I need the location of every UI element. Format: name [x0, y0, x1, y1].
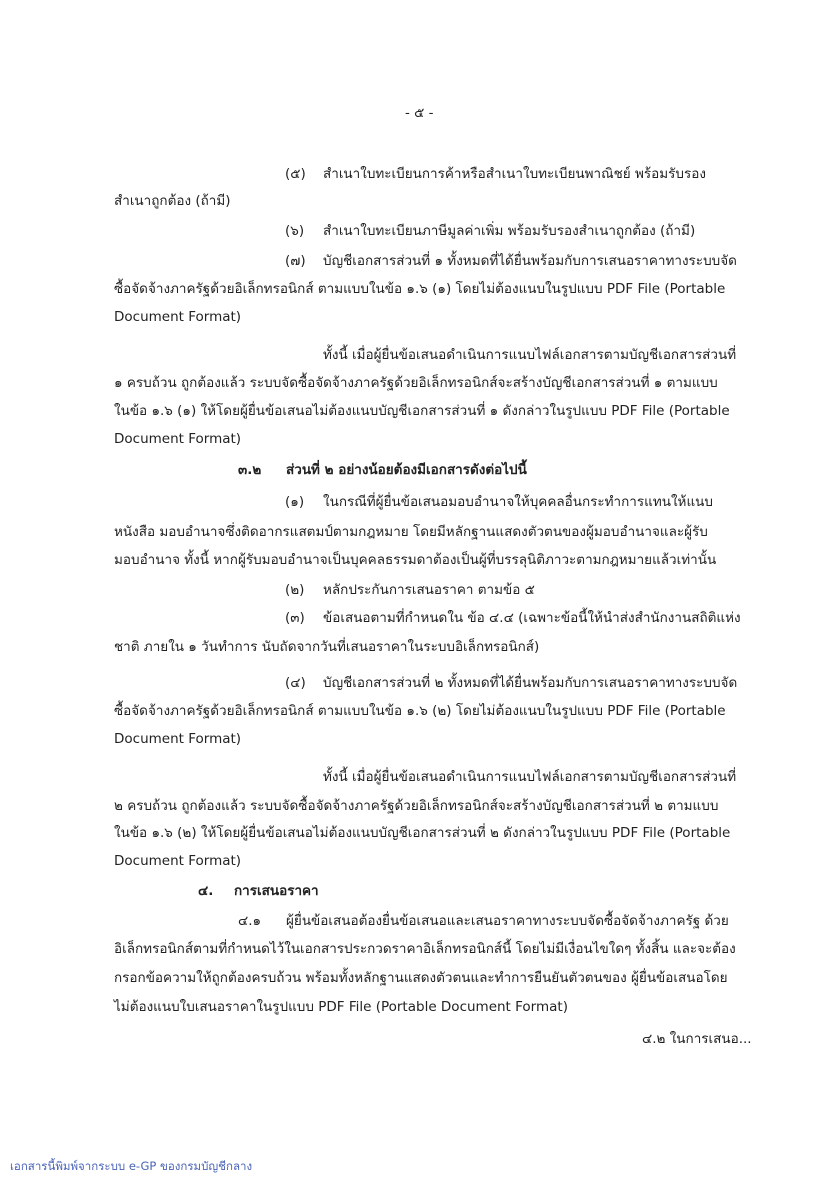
part2-item-1-cont-2: มอบอำนาจ ทั้งนี้ หากผู้รับมอบอำนาจเป็นบุคคลธรรมดาต้องเป็นผู้ที่บรรลุนิติภาวะตามกฎหมายแล้วเท่านั้น	[114, 552, 717, 568]
item-number: (๗)	[285, 253, 306, 269]
item-number: (๒)	[285, 582, 305, 598]
part2-item-4-cont-2: Document Format)	[114, 731, 242, 747]
item-5-cont: สำเนาถูกต้อง (ถ้ามี)	[114, 193, 231, 209]
note-1-line-3: ในข้อ ๑.๖ (๑) ให้โดยผู้ยื่นข้อเสนอไม่ต้องแนบบัญชีเอกสารส่วนที่ ๑ ดังกล่าวในรูปแบบ PDF File (Portable	[114, 403, 730, 419]
part2-item-4	[285, 674, 737, 692]
item-7-cont-2: Document Format)	[114, 309, 242, 325]
page-number: - ๕ -	[405, 105, 434, 121]
item-number: (๕)	[285, 166, 306, 182]
item-number: (๖)	[285, 223, 305, 239]
item-7	[285, 252, 737, 270]
section-heading-3-2	[238, 461, 527, 479]
note-2-line-4: Document Format)	[114, 853, 242, 869]
clause-4-1-cont-2: กรอกข้อความให้ถูกต้องครบถ้วน พร้อมทั้งหลักฐานแสดงตัวตนและทำการยืนยันตัวตนของ ผู้ยื่นข้อเสนอโดย	[114, 970, 728, 986]
continuation-text: ๔.๒ ในการเสนอ...	[642, 1031, 752, 1047]
note-2-line-1: ทั้งนี้ เมื่อผู้ยื่นข้อเสนอดำเนินการแนบไฟล์เอกสารตามบัญชีเอกสารส่วนที่	[323, 769, 737, 785]
section-heading-4	[198, 882, 319, 900]
note-1-line-2: ๑ ครบถ้วน ถูกต้องแล้ว ระบบจัดซื้อจัดจ้างภาครัฐด้วยอิเล็กทรอนิกส์จะสร้างบัญชีเอกสารส่วนที่ ๑ ตามแบบ	[114, 375, 718, 391]
item-number: (๑)	[285, 494, 305, 510]
part2-item-1	[285, 493, 713, 511]
item-7-cont-1: ซื้อจัดจ้างภาครัฐด้วยอิเล็กทรอนิกส์ ตามแบบในข้อ ๑.๖ (๑) โดยไม่ต้องแนบในรูปแบบ PDF File (Portable	[114, 281, 726, 297]
item-6	[285, 222, 695, 240]
item-text: หลักประกันการเสนอราคา ตามข้อ ๕	[323, 582, 535, 598]
part2-item-1-cont-1: หนังสือ มอบอำนาจซึ่งติดอากรแสตมป์ตามกฎหมาย โดยมีหลักฐานแสดงตัวตนของผู้มอบอำนาจและผู้รับ	[114, 524, 708, 540]
clause-4-1-cont-3: ไม่ต้องแนบใบเสนอราคาในรูปแบบ PDF File (Portable Document Format)	[114, 999, 568, 1015]
part2-item-4-cont-1: ซื้อจัดจ้างภาครัฐด้วยอิเล็กทรอนิกส์ ตามแบบในข้อ ๑.๖ (๒) โดยไม่ต้องแนบในรูปแบบ PDF File (Portable	[114, 703, 726, 719]
note-1-line-1: ทั้งนี้ เมื่อผู้ยื่นข้อเสนอดำเนินการแนบไฟล์เอกสารตามบัญชีเอกสารส่วนที่	[323, 347, 737, 363]
section-number: ๔.	[198, 883, 214, 899]
item-text: สำเนาใบทะเบียนการค้าหรือสำเนาใบทะเบียนพาณิชย์ พร้อมรับรอง	[323, 166, 706, 182]
item-text: บัญชีเอกสารส่วนที่ ๒ ทั้งหมดที่ได้ยื่นพร้อมกับการเสนอราคาทางระบบจัด	[323, 675, 738, 691]
clause-4-1	[238, 912, 729, 930]
item-text: บัญชีเอกสารส่วนที่ ๑ ทั้งหมดที่ได้ยื่นพร้อมกับการเสนอราคาทางระบบจัด	[323, 253, 737, 269]
part2-item-2	[285, 581, 535, 599]
item-number: (๔)	[285, 675, 306, 691]
note-2-line-2: ๒ ครบถ้วน ถูกต้องแล้ว ระบบจัดซื้อจัดจ้างภาครัฐด้วยอิเล็กทรอนิกส์จะสร้างบัญชีเอกสารส่วนที่ ๒ ตามแบบ	[114, 798, 719, 814]
clause-text: ผู้ยื่นข้อเสนอต้องยื่นข้อเสนอและเสนอราคาทางระบบจัดซื้อจัดจ้างภาครัฐ ด้วย	[286, 913, 729, 929]
section-number: ๓.๒	[238, 462, 262, 478]
part2-item-3-cont: ชาติ ภายใน ๑ วันทำการ นับถัดจากวันที่เสนอราคาในระบบอิเล็กทรอนิกส์)	[114, 639, 540, 655]
clause-number: ๔.๑	[238, 913, 262, 929]
item-5	[285, 165, 706, 183]
item-text: สำเนาใบทะเบียนภาษีมูลค่าเพิ่ม พร้อมรับรองสำเนาถูกต้อง (ถ้ามี)	[323, 223, 696, 239]
item-text: ข้อเสนอตามที่กำหนดใน ข้อ ๔.๔ (เฉพาะข้อนี้ให้นำส่งสำนักงานสถิติแห่ง	[323, 610, 741, 626]
item-number: (๓)	[285, 610, 305, 626]
part2-item-3	[285, 609, 741, 627]
footer-note: เอกสารนี้พิมพ์จากระบบ e-GP ของกรมบัญชีกลาง	[10, 1159, 253, 1173]
section-title: การเสนอราคา	[234, 883, 319, 899]
item-text: ในกรณีที่ผู้ยื่นข้อเสนอมอบอำนาจให้บุคคลอื่นกระทำการแทนให้แนบ	[323, 494, 713, 510]
section-title: ส่วนที่ ๒ อย่างน้อยต้องมีเอกสารดังต่อไปนี้	[286, 462, 527, 478]
note-1-line-4: Document Format)	[114, 431, 242, 447]
clause-4-1-cont-1: อิเล็กทรอนิกส์ตามที่กำหนดไว้ในเอกสารประกวดราคาอิเล็กทรอนิกส์นี้ โดยไม่มีเงื่อนไขใดๆ ทั้งสิ้น และจะต้อง	[114, 941, 736, 957]
note-2-line-3: ในข้อ ๑.๖ (๒) ให้โดยผู้ยื่นข้อเสนอไม่ต้องแนบบัญชีเอกสารส่วนที่ ๒ ดังกล่าวในรูปแบบ PDF File (Portable	[114, 825, 731, 841]
